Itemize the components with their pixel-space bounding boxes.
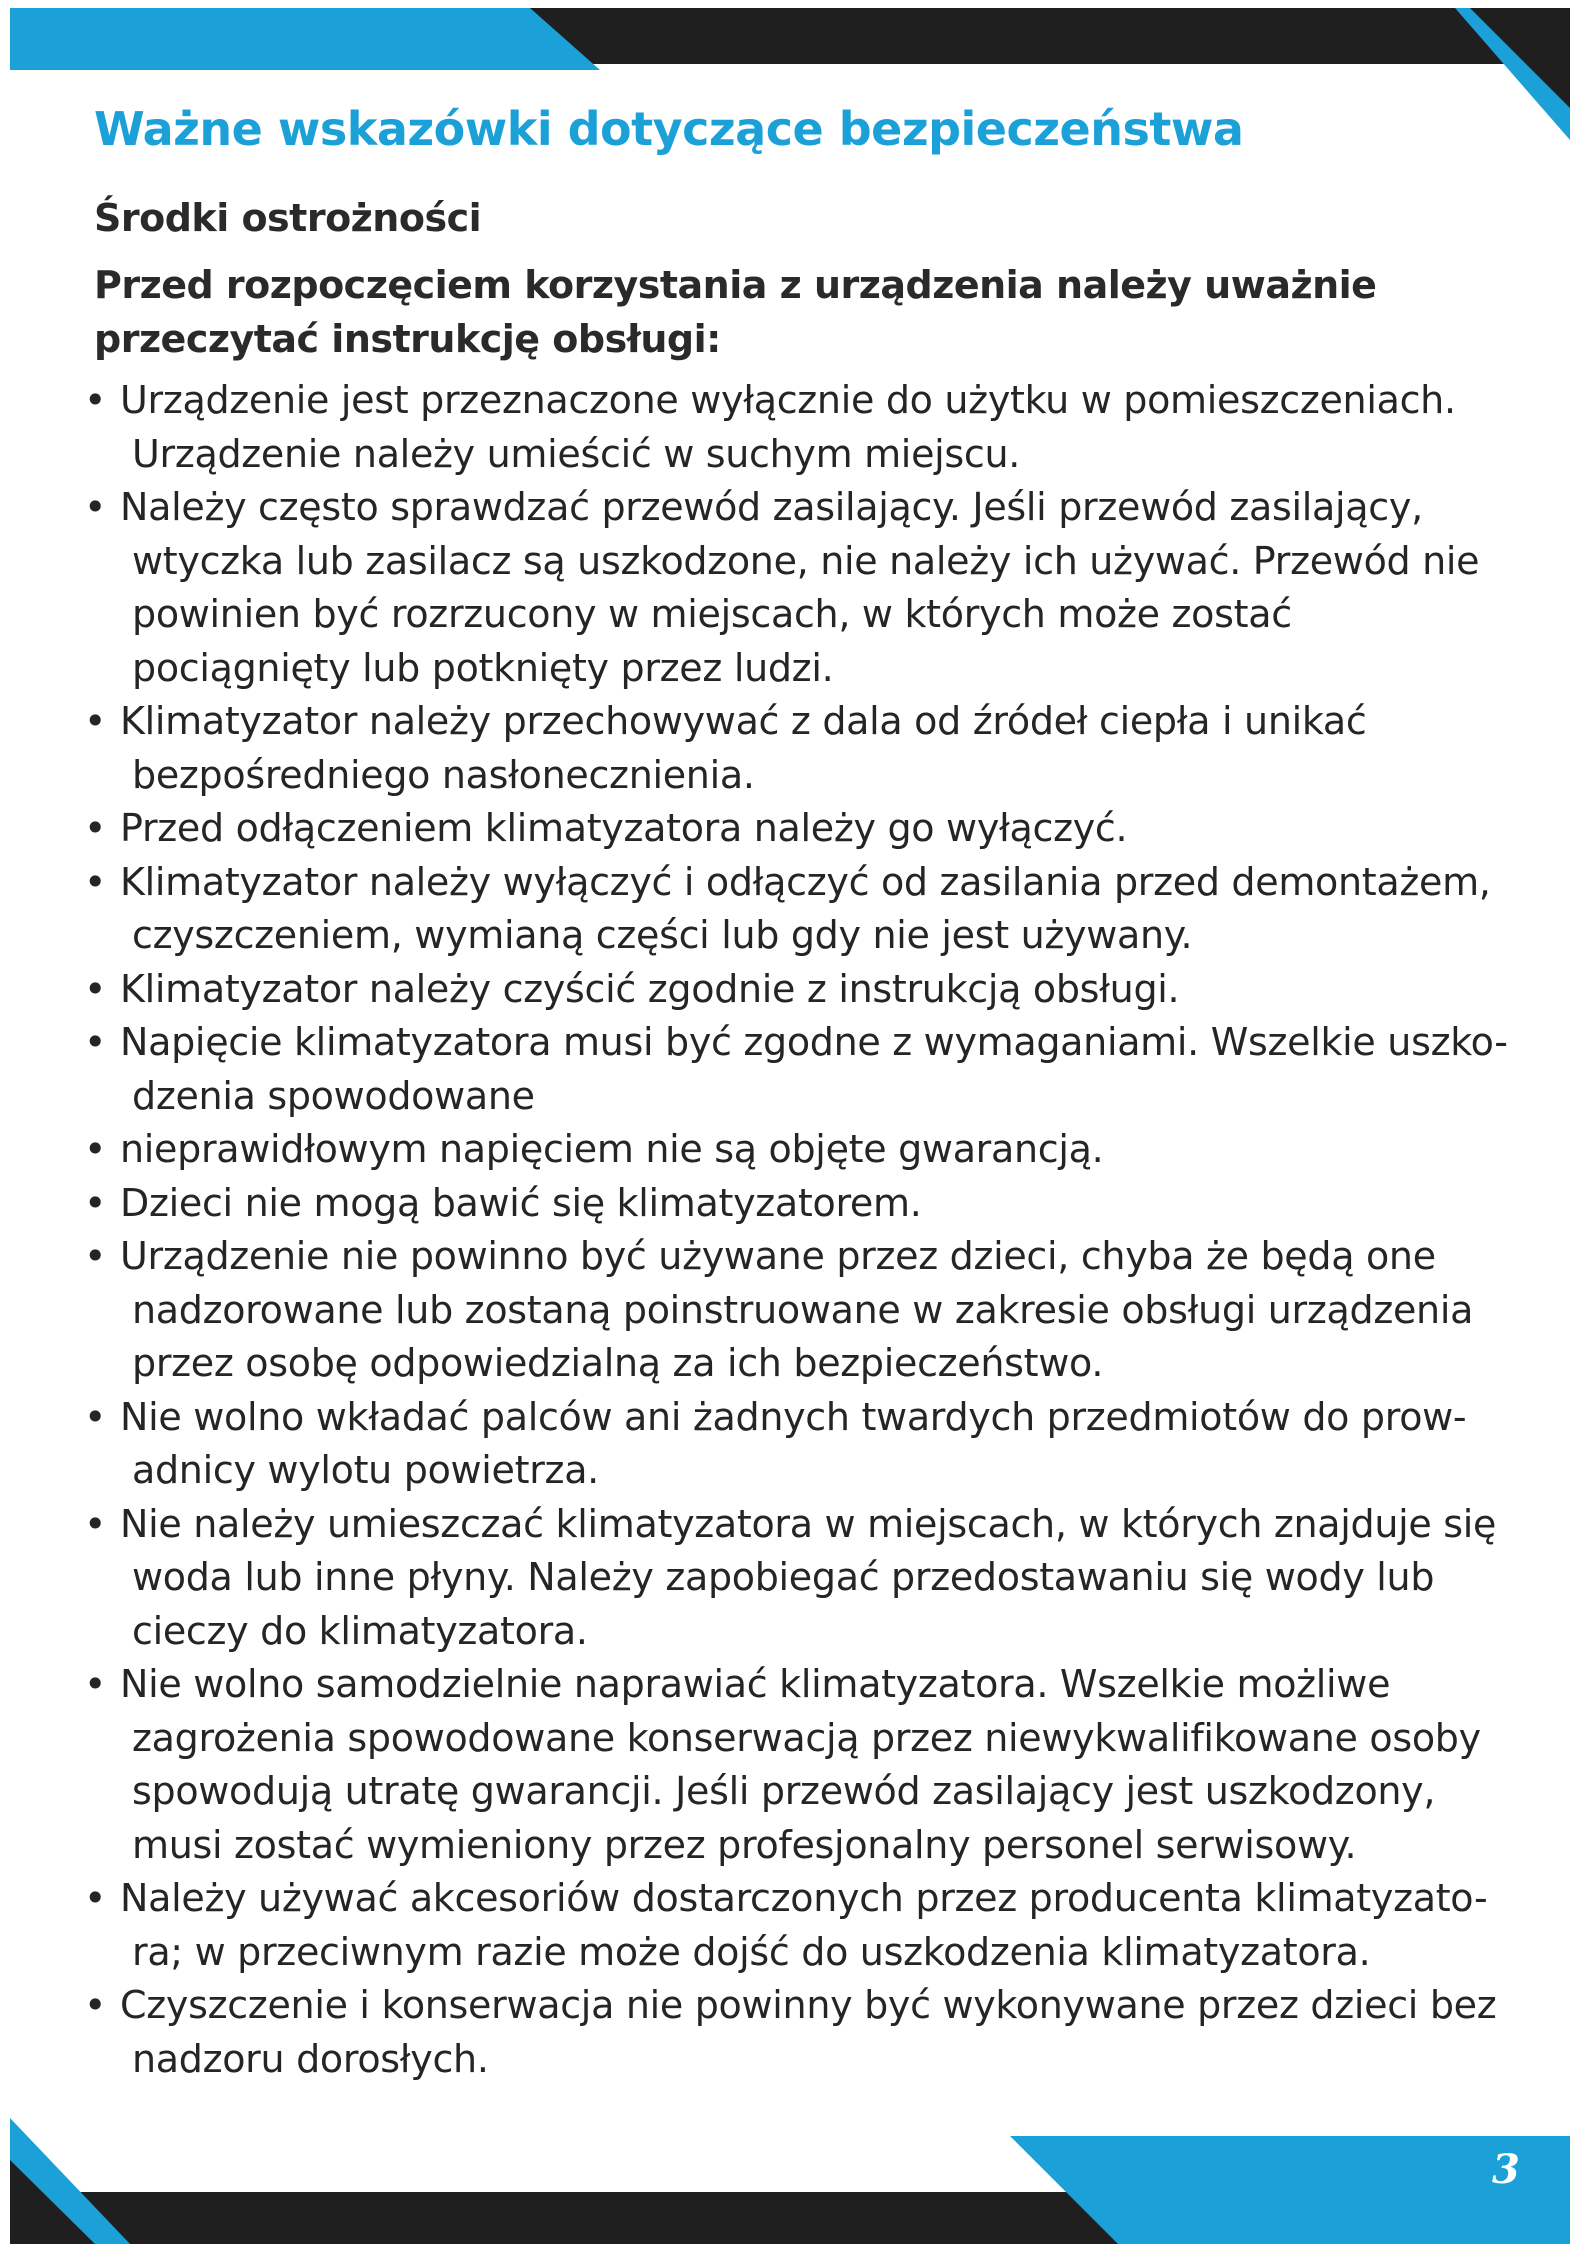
list-item-text: przez osobę odpowiedzialną za ich bezpieczeństwo. <box>132 1341 1104 1385</box>
bullet-icon: • <box>84 806 107 850</box>
bullet-icon: • <box>84 378 107 422</box>
list-item-text: Urządzenie jest przeznaczone wyłącznie do użytku w pomieszczeniach. <box>120 378 1456 422</box>
page-title: Ważne wskazówki dotyczące bezpieczeństwa <box>94 102 1244 156</box>
list-item-text: bezpośredniego nasłonecznienia. <box>132 752 755 797</box>
list-item-text: Dzieci nie mogą bawić się klimatyzatorem. <box>120 1180 922 1225</box>
safety-list <box>84 374 1508 2086</box>
list-item-text: Nie należy umieszczać klimatyzatora w miejscach, w których znajduje się <box>120 1501 1497 1546</box>
bullet-icon: • <box>84 1662 107 1706</box>
list-item <box>84 1391 1484 1498</box>
bullet-icon: • <box>84 1394 107 1439</box>
intro-line: Przed rozpoczęciem korzystania z urządzenia należy uważnie <box>94 263 1377 307</box>
list-item <box>84 1979 1497 2086</box>
bullet-icon: • <box>84 966 107 1011</box>
list-item-text: Czyszczenie i konserwacja nie powinny być wykonywane przez dzieci bez <box>120 1983 1497 2027</box>
intro-line: przeczytać instrukcję obsługi: <box>94 317 721 361</box>
list-item-text: wtyczka lub zasilacz są uszkodzone, nie należy ich używać. Przewód nie <box>132 538 1480 583</box>
list-item-text: nadzorowane lub zostaną poinstruowane w zakresie obsługi urządzenia <box>132 1287 1474 1332</box>
list-item-text: Nie wolno wkładać palców ani żadnych twardych przedmiotów do prow- <box>120 1394 1467 1439</box>
section-subtitle: Środki ostrożności <box>94 196 482 240</box>
list-item <box>84 1658 1484 1872</box>
list-item <box>84 1177 1484 1231</box>
list-item-text: Należy często sprawdzać przewód zasilający. Jeśli przewód zasilający, <box>120 485 1423 529</box>
list-item-text: cieczy do klimatyzatora. <box>132 1608 588 1653</box>
list-item-text: musi zostać wymieniony przez profesjonalny personel serwisowy. <box>132 1822 1357 1867</box>
bullet-icon: • <box>84 1234 107 1278</box>
list-item-text: Klimatyzator należy przechowywać z dala od źródeł ciepła i unikać <box>120 699 1367 743</box>
list-item-text: nadzoru dorosłych. <box>132 2036 489 2081</box>
list-item-text: ra; w przeciwnym razie może dojść do uszkodzenia klimatyzatora. <box>132 1929 1371 1974</box>
list-item-text: pociągnięty lub potknięty przez ludzi. <box>132 645 834 690</box>
list-item-text: spowodują utratę gwarancji. Jeśli przewód zasilający jest uszkodzony, <box>132 1769 1436 1813</box>
list-item-text: Urządzenie należy umieścić w suchym miejscu. <box>132 431 1021 476</box>
list-item-text: Nie wolno samodzielnie naprawiać klimatyzatora. Wszelkie możliwe <box>120 1662 1391 1706</box>
bullet-icon: • <box>84 1020 107 1064</box>
list-item <box>84 1872 1488 1979</box>
bullet-icon: • <box>84 1876 107 1920</box>
list-item-text: Przed odłączeniem klimatyzatora należy go wyłączyć. <box>120 806 1128 850</box>
list-item <box>84 1016 1508 1123</box>
list-item-text: Napięcie klimatyzatora musi być zgodne z wymaganiami. Wszelkie uszko- <box>120 1020 1508 1064</box>
list-item <box>84 695 1484 802</box>
list-item-text: dzenia spowodowane <box>132 1073 535 1118</box>
list-item <box>84 374 1484 481</box>
header-blue-band <box>10 8 600 70</box>
bullet-icon: • <box>84 1501 107 1546</box>
list-item-text: nieprawidłowym napięciem nie są objęte gwarancją. <box>120 1127 1104 1171</box>
list-item <box>84 481 1484 695</box>
list-item-text: Należy używać akcesoriów dostarczonych przez producenta klimatyzato- <box>120 1876 1488 1920</box>
page-number: 3 <box>1492 2146 1520 2193</box>
bullet-icon: • <box>84 485 107 529</box>
list-item-text: powinien być rozrzucony w miejscach, w których może zostać <box>132 592 1292 636</box>
intro-paragraph <box>94 258 1414 366</box>
list-item-text: Klimatyzator należy wyłączyć i odłączyć od zasilania przed demontażem, <box>120 859 1491 904</box>
list-item <box>84 963 1484 1017</box>
list-item-text: woda lub inne płyny. Należy zapobiegać przedostawaniu się wody lub <box>132 1555 1435 1599</box>
list-item-text: Urządzenie nie powinno być używane przez dzieci, chyba że będą one <box>120 1234 1436 1278</box>
list-item <box>84 1123 1484 1177</box>
list-item-text: adnicy wylotu powietrza. <box>132 1448 599 1492</box>
list-item-text: Klimatyzator należy czyścić zgodnie z instrukcją obsługi. <box>120 966 1180 1011</box>
bullet-icon: • <box>84 859 107 904</box>
footer-website-link[interactable]: www.SereneLifeHome.com <box>638 2158 1024 2191</box>
bullet-icon: • <box>84 699 107 743</box>
bullet-icon: • <box>84 1180 107 1225</box>
bullet-icon: • <box>84 1983 107 2027</box>
list-item-text: zagrożenia spowodowane konserwacją przez niewykwalifikowane osoby <box>132 1715 1481 1760</box>
bullet-icon: • <box>84 1127 107 1171</box>
list-item <box>84 1498 1497 1659</box>
list-item <box>84 802 1484 856</box>
list-item <box>84 1230 1484 1391</box>
list-item <box>84 856 1491 963</box>
list-item-text: czyszczeniem, wymianą części lub gdy nie jest używany. <box>132 913 1193 957</box>
